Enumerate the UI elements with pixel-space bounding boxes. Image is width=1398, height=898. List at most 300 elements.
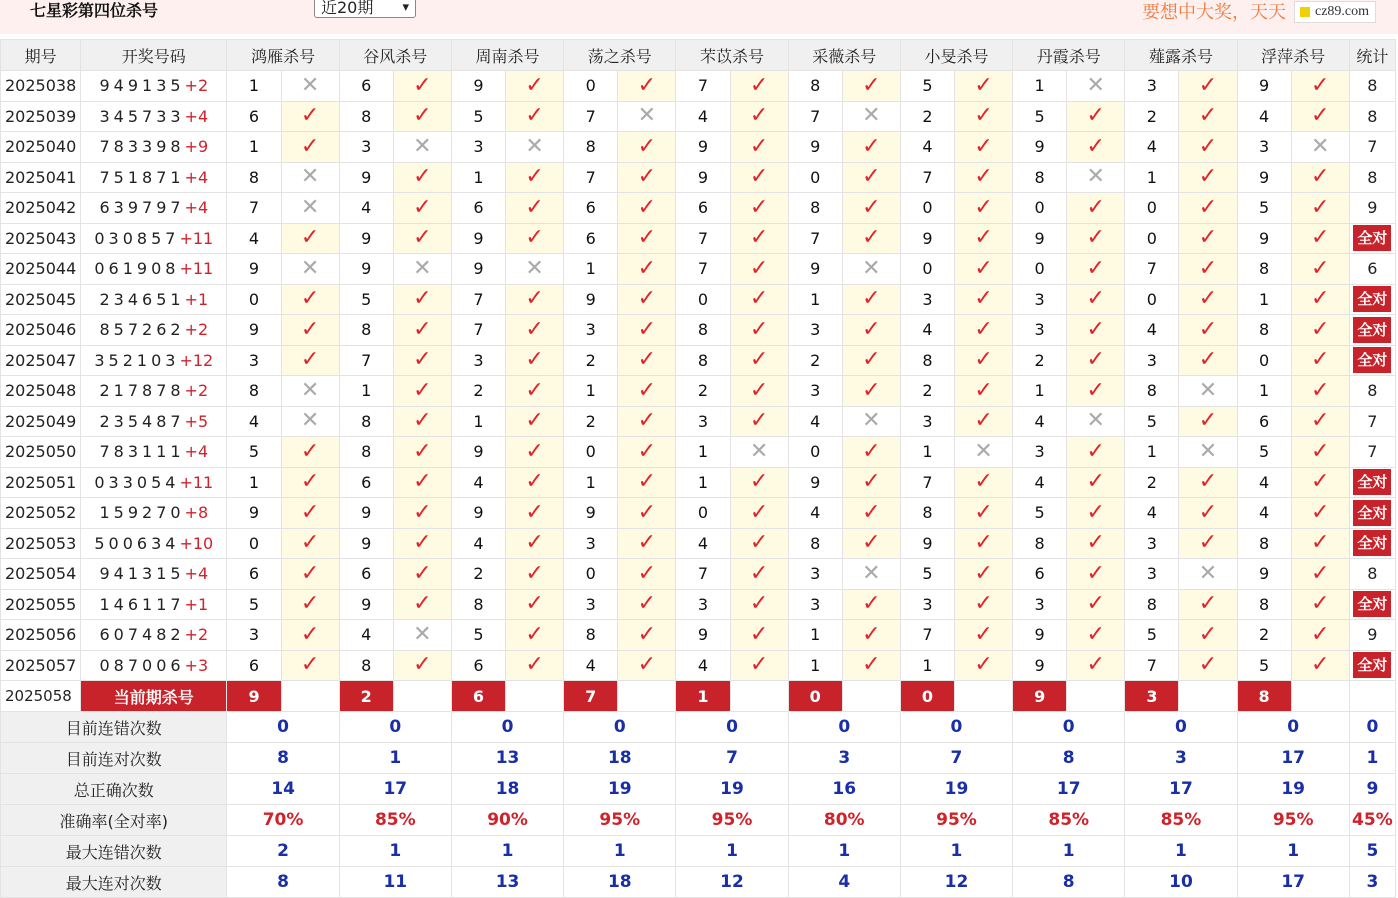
check-icon: ✓ xyxy=(1198,499,1218,525)
cross-icon: ✕ xyxy=(525,255,544,281)
result-cell xyxy=(1067,559,1125,590)
stats-value: 85% xyxy=(339,805,451,836)
result-cell xyxy=(281,315,339,346)
kill-number: 4 xyxy=(227,223,281,254)
stats-value: 0 xyxy=(1013,712,1125,743)
period-number: 2025038 xyxy=(1,71,81,102)
check-icon: ✓ xyxy=(525,530,544,556)
table-row xyxy=(1,406,1396,437)
period-number: 2025044 xyxy=(1,254,81,285)
check-icon: ✓ xyxy=(1086,438,1105,464)
column-header-predictor[interactable]: 谷风杀号 xyxy=(339,40,451,71)
check-icon: ✓ xyxy=(413,347,432,373)
brand-logo[interactable] xyxy=(1294,1,1376,23)
cross-icon: ✕ xyxy=(413,133,432,159)
check-icon: ✓ xyxy=(974,103,993,129)
column-header-predictor[interactable]: 薤露杀号 xyxy=(1125,40,1237,71)
check-icon: ✓ xyxy=(974,255,993,281)
kill-number: 8 xyxy=(1237,315,1291,346)
result-cell xyxy=(1179,559,1237,590)
kill-number: 9 xyxy=(1013,620,1067,651)
result-cell xyxy=(618,376,676,407)
empty-cell xyxy=(506,681,564,712)
check-icon: ✓ xyxy=(413,194,432,220)
check-icon: ✓ xyxy=(637,316,657,342)
result-cell xyxy=(1179,650,1237,681)
check-icon: ✓ xyxy=(525,560,544,586)
kill-number: 9 xyxy=(1237,162,1291,193)
all-correct-badge: 全对 xyxy=(1353,469,1391,495)
period-number: 2025048 xyxy=(1,376,81,407)
draw-numbers xyxy=(81,528,227,559)
stats-label: 最大连对次数 xyxy=(1,867,227,898)
result-cell xyxy=(618,406,676,437)
result-cell xyxy=(506,589,564,620)
result-cell xyxy=(1067,193,1125,224)
stats-value: 0 xyxy=(788,712,900,743)
row-total xyxy=(1349,315,1395,346)
result-cell xyxy=(1179,193,1237,224)
check-icon: ✓ xyxy=(1086,377,1105,403)
check-icon: ✓ xyxy=(1311,591,1330,617)
check-icon: ✓ xyxy=(413,72,432,98)
check-icon: ✓ xyxy=(1198,621,1218,647)
check-icon: ✓ xyxy=(862,72,881,98)
check-icon: ✓ xyxy=(300,103,320,129)
check-icon: ✓ xyxy=(1311,530,1330,556)
result-cell xyxy=(1067,71,1125,102)
check-icon: ✓ xyxy=(749,560,769,586)
stats-value: 18 xyxy=(564,743,676,774)
draw-digits: 061908 xyxy=(94,259,180,279)
table-row xyxy=(1,620,1396,651)
kill-number: 3 xyxy=(564,528,618,559)
result-cell xyxy=(1067,528,1125,559)
check-icon: ✓ xyxy=(974,621,993,647)
result-cell xyxy=(618,589,676,620)
column-header-predictor[interactable]: 丹霞杀号 xyxy=(1013,40,1125,71)
result-cell xyxy=(1067,406,1125,437)
check-icon: ✓ xyxy=(1311,225,1330,251)
kill-number: 3 xyxy=(1125,559,1179,590)
draw-digits: 159270 xyxy=(99,503,185,523)
column-header-predictor[interactable]: 周南杀号 xyxy=(451,40,563,71)
result-cell xyxy=(281,589,339,620)
result-cell xyxy=(730,559,788,590)
check-icon: ✓ xyxy=(525,652,544,678)
check-icon: ✓ xyxy=(413,652,432,678)
table-row xyxy=(1,315,1396,346)
check-icon: ✓ xyxy=(1198,255,1218,281)
draw-extra: +2 xyxy=(184,76,209,96)
row-total xyxy=(1349,650,1395,681)
brand-text: cz89.com xyxy=(1315,4,1370,19)
result-cell xyxy=(1179,498,1237,529)
table-row xyxy=(1,650,1396,681)
column-header-predictor[interactable]: 小旻杀号 xyxy=(900,40,1012,71)
draw-extra: +5 xyxy=(184,411,209,431)
stats-value: 17 xyxy=(1237,867,1349,898)
kill-number: 0 xyxy=(227,528,281,559)
stats-value: 1 xyxy=(1125,836,1237,867)
check-icon: ✓ xyxy=(413,469,432,495)
kill-number: 9 xyxy=(1237,71,1291,102)
check-icon: ✓ xyxy=(1086,469,1105,495)
check-icon: ✓ xyxy=(1086,133,1105,159)
check-icon: ✓ xyxy=(974,164,993,190)
result-cell xyxy=(1179,132,1237,163)
check-icon: ✓ xyxy=(749,530,769,556)
stats-value: 8 xyxy=(1013,743,1125,774)
kill-number: 7 xyxy=(676,223,730,254)
result-cell xyxy=(1179,345,1237,376)
kill-number: 5 xyxy=(1013,498,1067,529)
kill-number: 7 xyxy=(564,101,618,132)
check-icon: ✓ xyxy=(300,347,320,373)
kill-number: 4 xyxy=(451,467,505,498)
draw-numbers xyxy=(81,345,227,376)
draw-digits: 941315 xyxy=(99,564,185,584)
column-header-predictor[interactable]: 荡之杀号 xyxy=(564,40,676,71)
result-cell xyxy=(1291,528,1349,559)
cross-icon: ✕ xyxy=(862,560,881,586)
kill-number: 2 xyxy=(564,406,618,437)
column-header-predictor[interactable]: 采薇杀号 xyxy=(788,40,900,71)
draw-extra: +8 xyxy=(184,503,209,523)
result-cell xyxy=(281,406,339,437)
check-icon: ✓ xyxy=(1311,621,1330,647)
result-cell xyxy=(730,650,788,681)
result-cell xyxy=(1067,589,1125,620)
check-icon: ✓ xyxy=(1198,103,1218,129)
result-cell xyxy=(954,650,1012,681)
kill-number: 0 xyxy=(900,193,954,224)
result-cell xyxy=(954,101,1012,132)
draw-extra: +3 xyxy=(184,655,209,675)
kill-number: 7 xyxy=(788,101,842,132)
kill-number: 4 xyxy=(1237,498,1291,529)
empty-cell xyxy=(954,681,1012,712)
check-icon: ✓ xyxy=(300,652,320,678)
kill-number: 9 xyxy=(676,132,730,163)
check-icon: ✓ xyxy=(749,652,769,678)
current-kill-number: 7 xyxy=(564,681,618,712)
stats-value: 4 xyxy=(788,867,900,898)
stats-row xyxy=(1,774,1396,805)
period-number: 2025050 xyxy=(1,437,81,468)
check-icon: ✓ xyxy=(1311,316,1330,342)
check-icon: ✓ xyxy=(749,133,769,159)
result-cell xyxy=(842,162,900,193)
current-kill-number: 8 xyxy=(1237,681,1291,712)
check-icon: ✓ xyxy=(300,621,320,647)
kill-number: 1 xyxy=(564,467,618,498)
table-row xyxy=(1,162,1396,193)
result-cell xyxy=(1067,284,1125,315)
current-kill-number: 1 xyxy=(676,681,730,712)
draw-digits: 352103 xyxy=(94,350,180,370)
stats-value: 7 xyxy=(676,743,788,774)
draw-numbers xyxy=(81,223,227,254)
kill-number: 3 xyxy=(1013,315,1067,346)
draw-digits: 949135 xyxy=(99,76,185,96)
draw-numbers xyxy=(81,589,227,620)
check-icon: ✓ xyxy=(862,591,881,617)
result-cell xyxy=(1179,254,1237,285)
check-icon: ✓ xyxy=(525,194,544,220)
stats-value: 0 xyxy=(1349,712,1395,743)
kill-number: 3 xyxy=(788,559,842,590)
stats-value: 1 xyxy=(339,836,451,867)
check-icon: ✓ xyxy=(749,286,769,312)
result-cell xyxy=(954,254,1012,285)
all-correct-badge: 全对 xyxy=(1353,500,1391,526)
result-cell xyxy=(1179,71,1237,102)
period-number: 2025041 xyxy=(1,162,81,193)
check-icon: ✓ xyxy=(300,560,320,586)
row-total xyxy=(1349,284,1395,315)
check-icon: ✓ xyxy=(525,408,544,434)
result-cell xyxy=(393,345,451,376)
check-icon: ✓ xyxy=(525,164,544,190)
row-total: 8 xyxy=(1349,559,1395,590)
stats-value: 17 xyxy=(1125,774,1237,805)
check-icon: ✓ xyxy=(1086,652,1105,678)
stats-value: 90% xyxy=(451,805,563,836)
result-cell xyxy=(1179,437,1237,468)
kill-number: 8 xyxy=(676,345,730,376)
kill-number: 1 xyxy=(900,437,954,468)
kill-number: 4 xyxy=(1237,101,1291,132)
result-cell xyxy=(506,193,564,224)
kill-number: 6 xyxy=(564,223,618,254)
kill-number: 7 xyxy=(227,193,281,224)
kill-number: 2 xyxy=(1237,620,1291,651)
result-cell xyxy=(506,528,564,559)
kill-number: 6 xyxy=(227,101,281,132)
result-cell xyxy=(1179,101,1237,132)
column-header-predictor[interactable]: 浮萍杀号 xyxy=(1237,40,1349,71)
result-cell xyxy=(281,498,339,529)
row-total xyxy=(1349,528,1395,559)
period-select[interactable] xyxy=(314,0,416,18)
kill-number: 9 xyxy=(788,467,842,498)
draw-extra: +4 xyxy=(184,167,209,187)
result-cell xyxy=(393,101,451,132)
check-icon: ✓ xyxy=(637,347,657,373)
check-icon: ✓ xyxy=(637,438,657,464)
kill-number: 3 xyxy=(900,406,954,437)
stats-value: 3 xyxy=(788,743,900,774)
check-icon: ✓ xyxy=(1086,591,1105,617)
result-cell xyxy=(506,345,564,376)
check-icon: ✓ xyxy=(1198,164,1218,190)
kill-number: 6 xyxy=(451,193,505,224)
result-cell xyxy=(1067,467,1125,498)
kill-number: 3 xyxy=(900,589,954,620)
check-icon: ✓ xyxy=(1311,194,1330,220)
kill-number: 7 xyxy=(564,162,618,193)
kill-number: 1 xyxy=(564,376,618,407)
kill-number: 4 xyxy=(788,498,842,529)
promo-slogan: 要想中大奖，天天 xyxy=(1142,2,1286,23)
check-icon: ✓ xyxy=(862,530,881,556)
stats-value: 0 xyxy=(564,712,676,743)
draw-numbers xyxy=(81,132,227,163)
result-cell xyxy=(1291,559,1349,590)
result-cell xyxy=(954,223,1012,254)
stats-value: 0 xyxy=(227,712,339,743)
kill-number: 4 xyxy=(1125,315,1179,346)
kill-number: 1 xyxy=(676,467,730,498)
kill-number: 1 xyxy=(1125,162,1179,193)
column-header-stats[interactable]: 统计 xyxy=(1349,40,1395,71)
check-icon: ✓ xyxy=(637,133,657,159)
kill-number: 5 xyxy=(900,71,954,102)
cross-icon: ✕ xyxy=(413,255,432,281)
result-cell xyxy=(730,254,788,285)
check-icon: ✓ xyxy=(1198,530,1218,556)
check-icon: ✓ xyxy=(525,103,544,129)
result-cell xyxy=(842,284,900,315)
kill-number: 0 xyxy=(676,284,730,315)
stats-value: 95% xyxy=(676,805,788,836)
result-cell xyxy=(730,620,788,651)
stats-value: 0 xyxy=(451,712,563,743)
kill-number: 9 xyxy=(1237,559,1291,590)
kill-number: 8 xyxy=(676,315,730,346)
check-icon: ✓ xyxy=(1086,530,1105,556)
result-cell xyxy=(730,498,788,529)
check-icon: ✓ xyxy=(413,499,432,525)
result-cell xyxy=(1067,223,1125,254)
check-icon: ✓ xyxy=(1086,560,1105,586)
cross-icon: ✕ xyxy=(300,72,320,98)
draw-extra: +11 xyxy=(179,472,214,492)
result-cell xyxy=(393,71,451,102)
check-icon: ✓ xyxy=(1198,469,1218,495)
draw-numbers xyxy=(81,376,227,407)
check-icon: ✓ xyxy=(1086,621,1105,647)
kill-number: 3 xyxy=(788,589,842,620)
result-cell xyxy=(393,132,451,163)
result-cell xyxy=(506,406,564,437)
check-icon: ✓ xyxy=(749,499,769,525)
column-header-period[interactable]: 期号 xyxy=(1,40,81,71)
column-header-predictor[interactable]: 芣苡杀号 xyxy=(676,40,788,71)
check-icon: ✓ xyxy=(413,164,432,190)
check-icon: ✓ xyxy=(413,377,432,403)
result-cell xyxy=(1291,284,1349,315)
kill-number: 4 xyxy=(1125,132,1179,163)
result-cell xyxy=(842,528,900,559)
row-total xyxy=(1349,467,1395,498)
kill-number: 0 xyxy=(1013,254,1067,285)
kill-number: 3 xyxy=(676,589,730,620)
result-cell xyxy=(1291,437,1349,468)
result-cell xyxy=(393,254,451,285)
check-icon: ✓ xyxy=(862,225,881,251)
kill-number: 8 xyxy=(788,528,842,559)
check-icon: ✓ xyxy=(525,499,544,525)
cross-icon: ✕ xyxy=(413,621,432,647)
kill-number: 9 xyxy=(227,498,281,529)
kill-number: 4 xyxy=(676,528,730,559)
stats-value: 19 xyxy=(900,774,1012,805)
all-correct-badge: 全对 xyxy=(1353,347,1391,373)
check-icon: ✓ xyxy=(1086,225,1105,251)
result-cell xyxy=(618,650,676,681)
all-correct-badge: 全对 xyxy=(1353,225,1391,251)
column-header-draw[interactable]: 开奖号码 xyxy=(81,40,227,71)
kill-number: 9 xyxy=(339,162,393,193)
cross-icon: ✕ xyxy=(862,103,881,129)
period-number: 2025040 xyxy=(1,132,81,163)
check-icon: ✓ xyxy=(300,438,320,464)
check-icon: ✓ xyxy=(862,499,881,525)
kill-number: 9 xyxy=(1013,223,1067,254)
check-icon: ✓ xyxy=(749,72,769,98)
kill-number: 8 xyxy=(339,101,393,132)
kill-number: 0 xyxy=(1125,284,1179,315)
kill-number: 1 xyxy=(1013,71,1067,102)
check-icon: ✓ xyxy=(862,377,881,403)
draw-digits: 751871 xyxy=(99,167,185,187)
kill-number: 8 xyxy=(1125,589,1179,620)
period-number: 2025039 xyxy=(1,101,81,132)
kill-number-table xyxy=(0,39,1396,898)
stats-label: 目前连对次数 xyxy=(1,743,227,774)
result-cell xyxy=(954,467,1012,498)
result-cell xyxy=(730,376,788,407)
check-icon: ✓ xyxy=(525,225,544,251)
result-cell xyxy=(1067,254,1125,285)
kill-number: 3 xyxy=(1125,345,1179,376)
stats-value: 14 xyxy=(227,774,339,805)
stats-value: 1 xyxy=(1013,836,1125,867)
draw-numbers xyxy=(81,437,227,468)
result-cell xyxy=(281,223,339,254)
kill-number: 2 xyxy=(1125,101,1179,132)
check-icon: ✓ xyxy=(1086,194,1105,220)
kill-number: 2 xyxy=(676,376,730,407)
check-icon: ✓ xyxy=(525,469,544,495)
stats-value: 70% xyxy=(227,805,339,836)
result-cell xyxy=(1179,376,1237,407)
check-icon: ✓ xyxy=(525,347,544,373)
period-number: 2025043 xyxy=(1,223,81,254)
column-header-predictor[interactable]: 鸿雁杀号 xyxy=(227,40,339,71)
stats-value: 13 xyxy=(451,867,563,898)
kill-number: 5 xyxy=(900,559,954,590)
kill-number: 0 xyxy=(227,284,281,315)
stats-value: 17 xyxy=(1237,743,1349,774)
result-cell xyxy=(842,223,900,254)
result-cell xyxy=(842,559,900,590)
draw-extra: +1 xyxy=(184,289,209,309)
check-icon: ✓ xyxy=(862,286,881,312)
kill-number: 1 xyxy=(564,254,618,285)
result-cell xyxy=(281,559,339,590)
check-icon: ✓ xyxy=(862,347,881,373)
kill-number: 7 xyxy=(900,467,954,498)
stats-value: 95% xyxy=(564,805,676,836)
draw-numbers xyxy=(81,254,227,285)
draw-numbers xyxy=(81,650,227,681)
kill-number: 8 xyxy=(900,498,954,529)
check-icon: ✓ xyxy=(974,469,993,495)
result-cell xyxy=(842,101,900,132)
